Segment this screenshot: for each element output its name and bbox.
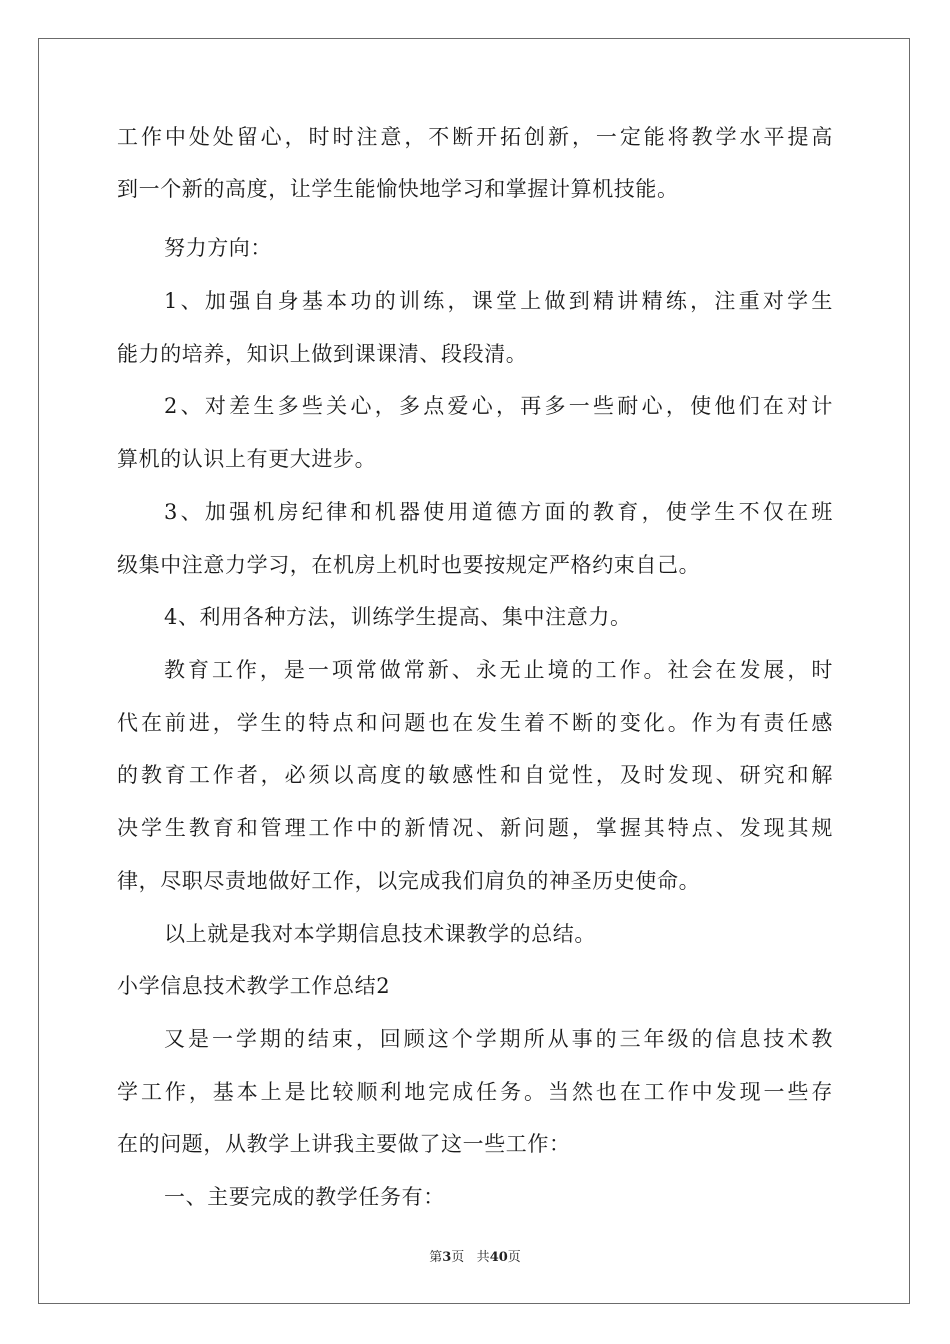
text-line: 律，尽职尽责地做好工作，以完成我们肩负的神圣历史使命。 [117, 869, 701, 893]
text-line: 2、对差生多些关心，多点爱心，再多一些耐心，使他们在对计 [164, 394, 833, 418]
footer-total-suffix: 页 [507, 1250, 521, 1265]
text-line: 代在前进，学生的特点和问题也在发生着不断的变化。作为有责任感 [117, 711, 833, 735]
text-line: 到一个新的高度，让学生能愉快地学习和掌握计算机技能。 [117, 177, 679, 201]
text-line: 学工作，基本上是比较顺利地完成任务。当然也在工作中发现一些存 [117, 1080, 833, 1104]
footer-page-suffix: 页 [451, 1250, 465, 1265]
footer-prefix: 第 [429, 1250, 443, 1265]
page-number-footer [0, 1250, 950, 1266]
text-line: 工作中处处留心，时时注意，不断开拓创新，一定能将教学水平提高 [117, 125, 833, 149]
text-line: 以上就是我对本学期信息技术课教学的总结。 [164, 922, 596, 946]
text-line: 算机的认识上有更大进步。 [117, 447, 377, 471]
current-page-number: 3 [442, 1250, 452, 1265]
text-line: 一、主要完成的教学任务有： [164, 1185, 445, 1209]
text-line: 能力的培养，知识上做到课课清、段段清。 [117, 342, 528, 366]
text-line: 1、加强自身基本功的训练，课堂上做到精讲精练，注重对学生 [164, 289, 833, 313]
footer-total-prefix: 共 [476, 1250, 490, 1265]
text-line: 在的问题，从教学上讲我主要做了这一些工作： [117, 1132, 571, 1156]
text-line: 级集中注意力学习，在机房上机时也要按规定严格约束自己。 [117, 553, 701, 577]
text-line: 决学生教育和管理工作中的新情况、新问题，掌握其特点、发现其规 [117, 816, 833, 840]
total-pages-number: 40 [489, 1250, 508, 1265]
text-line: 3、加强机房纪律和机器使用道德方面的教育，使学生不仅在班 [164, 500, 833, 524]
text-line: 的教育工作者，必须以高度的敏感性和自觉性，及时发现、研究和解 [117, 763, 833, 787]
text-line: 4、利用各种方法，训练学生提高、集中注意力。 [164, 605, 632, 629]
text-line: 又是一学期的结束，回顾这个学期所从事的三年级的信息技术教 [164, 1027, 833, 1051]
text-line: 小学信息技术教学工作总结2 [117, 974, 391, 998]
text-line: 教育工作，是一项常做常新、永无止境的工作。社会在发展，时 [164, 658, 833, 682]
text-line: 努力方向： [164, 236, 272, 260]
